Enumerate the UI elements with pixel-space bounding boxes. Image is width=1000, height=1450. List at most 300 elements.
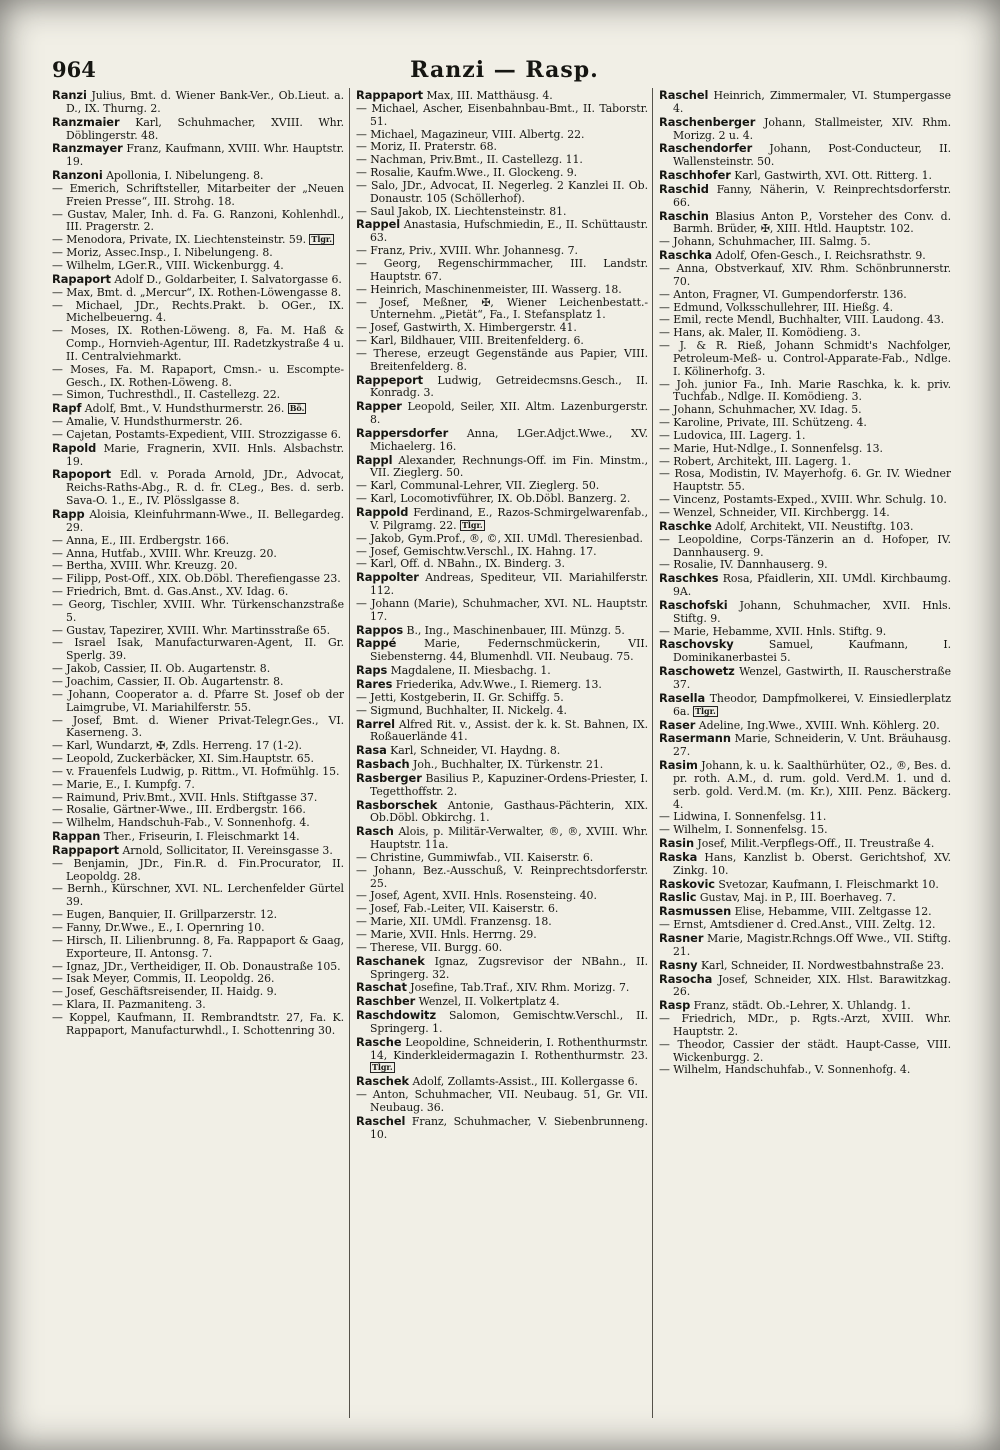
entry-details: — Karl, Bildhauer, VIII. Breitenfelderg. 6. (356, 334, 584, 348)
entry-details: — Marie, Hut-Ndlge., I. Sonnenfelsg. 13. (659, 441, 883, 455)
directory-entry (52, 468, 344, 508)
entry-details: Johann, Post-Conducteur, II. Wallensteinstr. 50. (673, 142, 951, 169)
badge-mark: Bö. (289, 403, 305, 414)
directory-entry (52, 442, 344, 469)
directory-entry (52, 325, 344, 364)
entry-surname: Raschke (659, 518, 712, 533)
column-divider (652, 88, 653, 1418)
entry-details: — Edmund, Volksschullehrer, III. Hießg. 4. (659, 300, 894, 314)
directory-entry (659, 732, 951, 759)
entry-surname: Rappaport (52, 842, 120, 857)
entry-details: — Israel Isak, Manufacturwaren-Agent, II. Gr. Sperlg. 39. (52, 636, 344, 663)
directory-entry (659, 719, 951, 733)
entry-surname: Rapf (52, 401, 82, 416)
entry-surname: Raschat (356, 980, 407, 995)
entry-surname: Rasner (659, 931, 704, 945)
entry-details: Leopold, Seiler, XII. Altm. Lazenburgerstr. 8. (370, 400, 648, 427)
entry-details: — Friedrich, Bmt. d. Gas.Anst., XV. Idag. 6. (52, 585, 289, 599)
directory-entry (659, 263, 951, 289)
entry-surname: Rasocha (659, 971, 713, 986)
directory-entry (659, 183, 951, 210)
entry-details: Johann, Schuhmacher, XVII. Hnls. Stiftg. 9. (673, 598, 951, 625)
directory-entry (356, 258, 648, 284)
entry-details: — Josef, Gemischtw.Verschl., IX. Hahng. 17. (356, 544, 597, 558)
directory-entry (52, 1012, 344, 1038)
entry-details: — Robert, Architekt, III. Lagerg. 1. (659, 454, 852, 468)
entry-surname: Rappold (356, 505, 409, 519)
entry-details: Fanny, Näherin, V. Reinprechtsdorferstr. 66. (673, 182, 951, 209)
entry-details: — Jetti, Kostgeberin, II. Gr. Schiffg. 5. (356, 690, 564, 704)
entry-details: — Rosalie, Kaufm.Wwe., II. Glockeng. 9. (356, 166, 578, 180)
entry-surname: Rasin (659, 836, 695, 851)
entry-details: Karl, Gastwirth, XVI. Ott. Ritterg. 1. (730, 169, 932, 183)
entry-surname: Raskovic (659, 876, 716, 891)
entry-details: Rosa, Pfaidlerin, XII. UMdl. Kirchbaumg. 9A. (673, 572, 951, 599)
directory-entry (356, 678, 648, 692)
entry-surname: Rarrel (356, 716, 396, 731)
entry-surname: Raschel (356, 1113, 406, 1128)
entry-details: — Lidwina, I. Sonnenfelsg. 11. (659, 810, 827, 824)
directory-entry (356, 89, 648, 103)
directory-entry (52, 209, 344, 235)
directory-entry (659, 824, 951, 837)
entry-details: — Karoline, Private, III. Schützeng. 4. (659, 416, 867, 430)
entry-surname: Raschofski (659, 597, 728, 612)
entry-surname: Raschka (659, 248, 713, 263)
entry-details: — Moriz, II. Praterstr. 68. (356, 140, 497, 154)
directory-entry (659, 249, 951, 263)
directory-entry (356, 1009, 648, 1036)
entry-details: — Gustav, Maler, Inh. d. Fa. G. Ranzoni, Kohlenhdl., III. Pragerstr. 2. (52, 207, 344, 234)
entry-details: — Koppel, Kaufmann, II. Rembrandtstr. 27, Fa. K. Rappaport, Manufacturwhdl., I. Schottenring 30. (52, 1010, 344, 1037)
badge-mark: Tlgr. (311, 234, 333, 245)
entry-details: — Emil, recte Mendl, Buchhalter, VIII. Laudong. 43. (659, 313, 945, 327)
entry-details: Marie, Fragnerin, XVII. Hnls. Alsbachstr. 19. (66, 441, 344, 468)
entry-details: — Anton, Schuhmacher, VII. Neubaug. 51, Gr. VII. Neubaug. 36. (356, 1088, 648, 1114)
entry-details: Elise, Hebamme, VIII. Zeltgasse 12. (731, 905, 932, 919)
directory-entry (52, 169, 344, 183)
directory-entry (356, 799, 648, 826)
directory-entry (52, 508, 344, 535)
entry-surname: Rasny (659, 957, 698, 972)
entry-surname: Rapper (356, 399, 402, 414)
entry-details: — Hans, ak. Maler, II. Komödieng. 3. (659, 326, 861, 340)
directory-entry (659, 468, 951, 494)
entry-details: Adolf, Architekt, VII. Neustiftg. 103. (711, 519, 914, 533)
directory-entry (659, 379, 951, 405)
entry-details: — Raimund, Priv.Bmt., XVII. Hnls. Stiftgasse 37. (52, 790, 318, 804)
entry-details: Adolf, Zollamts-Assist., III. Kollergasse 6. (409, 1075, 638, 1089)
entry-details: — Michael, Magazineur, VIII. Albertg. 22. (356, 127, 585, 141)
directory-entry (659, 534, 951, 560)
badge-mark: Tlgr. (462, 519, 483, 530)
entry-details: — Salo, JDr., Advocat, II. Negerleg. 2 Kanzlei II. Ob. Donaustr. 105 (Schöllerhof). (356, 178, 648, 205)
directory-entry (356, 1115, 648, 1142)
entry-details: — Cajetan, Postamts-Expedient, VIII. Strozzigasse 6. (52, 427, 341, 441)
directory-entry (356, 981, 648, 995)
entry-details: — Ernst, Amtsdiener d. Cred.Anst., VIII. Zeltg. 12. (659, 918, 936, 932)
entry-surname: Rasella (659, 690, 706, 705)
entry-details: — Isak Meyer, Commis, II. Leopoldg. 26. (52, 972, 275, 986)
entry-surname: Rapold (52, 440, 97, 455)
directory-entry (356, 454, 648, 481)
page-header (52, 55, 957, 85)
directory-entry (659, 973, 951, 1000)
entry-surname: Raschek (356, 1074, 410, 1089)
entry-surname: Raschendorfer (659, 141, 753, 156)
directory-entry (356, 718, 648, 745)
directory-entry (356, 218, 648, 245)
entry-surname: Rasermann (659, 731, 731, 746)
column-1 (52, 89, 344, 1419)
directory-entry (356, 1089, 648, 1115)
entry-details: — Franz, Priv., XVIII. Whr. Johannesg. 7. (356, 244, 578, 258)
directory-entry (659, 759, 951, 811)
entry-surname: Raska (659, 849, 698, 864)
directory-entry (356, 825, 648, 852)
entry-details: Karl, Schneider, VI. Haydng. 8. (386, 744, 561, 758)
entry-details: — Sigmund, Buchhalter, II. Nickelg. 4. (356, 703, 567, 717)
entry-details: Salomon, Gemischtw.Verschl., II. Springerg. 1. (370, 1009, 648, 1035)
entry-surname: Raschid (659, 181, 709, 196)
entry-details: — Karl, Communal-Lehrer, VII. Zieglerg. 50. (356, 479, 600, 493)
entry-details: Adolf, Ofen-Gesch., I. Reichsrathstr. 9. (712, 249, 926, 263)
entry-details: — Wenzel, Schneider, VII. Kirchbergg. 14. (659, 506, 890, 519)
entry-details: — Benjamin, JDr., Fin.R. d. Fin.Procurator, II. Leopoldg. 28. (52, 856, 344, 883)
entry-surname: Rasp (659, 998, 691, 1013)
entry-details: — v. Frauenfels Ludwig, p. Rittm., VI. Hofmühlg. 15. (52, 764, 340, 778)
entry-details: Adeline, Ing.Wwe., XVIII. Wnh. Köhlerg. 20. (695, 718, 940, 732)
directory-entry (356, 744, 648, 758)
entry-details: — Anton, Fragner, VI. Gumpendorferstr. 136. (659, 287, 907, 301)
directory-entry (52, 689, 344, 715)
entry-details: — Christine, Gummiwfab., VII. Kaiserstr. 6. (356, 850, 594, 864)
entry-details: — Max, Bmt. d. „Mercur“, IX. Rothen-Löwengasse 8. (52, 285, 342, 299)
directory-entry (659, 999, 951, 1013)
entry-surname: Raschanek (356, 953, 425, 968)
entry-details: Anna, LGer.Adjct.Wwe., XV. Michaelerg. 16. (370, 426, 648, 453)
entry-details: — Wilhelm, I. Sonnenfelsg. 15. (659, 823, 828, 837)
directory-entry (52, 844, 344, 858)
directory-entry (356, 995, 648, 1009)
entry-details: — Hirsch, II. Lilienbrunng. 8, Fa. Rappaport & Gaag, Exporteure, II. Antonsg. 7. (52, 933, 344, 960)
directory-entry (52, 89, 344, 116)
badge-mark: Tlgr. (372, 1062, 393, 1073)
directory-entry (659, 692, 951, 719)
entry-details: Ludwig, Getreidecmsns.Gesch., II. Konradg. 3. (370, 373, 648, 400)
entry-surname: Rares (356, 676, 393, 691)
entry-surname: Ranzmayer (52, 141, 123, 156)
entry-details: Samuel, Kaufmann, I. Dominikanerbastei 5. (673, 638, 951, 665)
entry-details: — Johann (Marie), Schuhmacher, XVI. NL. Hauptstr. 17. (356, 596, 648, 623)
entry-details: — Heinrich, Maschinenmeister, III. Wasserg. 18. (356, 282, 622, 296)
entry-surname: Rappel (356, 217, 401, 232)
entry-surname: Rasberger (356, 770, 422, 785)
entry-details: — Karl, Locomotivführer, IX. Ob.Döbl. Banzerg. 2. (356, 492, 631, 506)
entry-surname: Raschin (659, 208, 709, 223)
entry-details: — Marie, XII. UMdl. Franzensg. 18. (356, 915, 552, 929)
entry-details: Basilius P., Kapuziner-Ordens-Priester, I. Tegetthoffstr. 2. (370, 771, 648, 798)
directory-entry (356, 374, 648, 401)
directory-entry (659, 1013, 951, 1039)
entry-details: Alfred Rit. v., Assist. der k. k. St. Bahnen, IX. Roßauerlände 41. (370, 717, 648, 744)
directory-entry (659, 665, 951, 692)
directory-entry (356, 180, 648, 206)
entry-details: Josef, Schneider, XIX. Hlst. Barawitzkag. 26. (673, 972, 951, 999)
directory-entry (659, 959, 951, 973)
directory-entry (356, 297, 648, 323)
directory-entry (52, 300, 344, 326)
directory-entry (52, 389, 344, 402)
entry-details: — Karl, Off. d. NBahn., IX. Binderg. 3. (356, 557, 565, 571)
entry-details: Magdalene, II. Miesbachg. 1. (387, 664, 551, 678)
entry-details: Ignaz, Zugsrevisor der NBahn., II. Springerg. 32. (370, 954, 648, 981)
entry-details: Apollonia, I. Nibelungeng. 8. (102, 169, 264, 183)
entry-details: — Simon, Tuchresthdl., II. Castellezg. 22. (52, 388, 281, 402)
entry-details: — Anna, E., III. Erdbergstr. 166. (52, 533, 230, 547)
entry-surname: Rappé (356, 636, 397, 651)
directory-entry (52, 142, 344, 169)
directory-entry (356, 637, 648, 664)
entry-details: — Gustav, Tapezirer, XVIII. Whr. Martinsstraße 65. (52, 623, 331, 637)
entry-details: Theodor, Dampfmolkerei, V. Einsiedlerplatz 6a. (673, 691, 951, 718)
entry-details: — Fanny, Dr.Wwe., E., I. Opernring 10. (52, 921, 265, 934)
entry-details: — Georg, Regenschirmmacher, III. Landstr. Hauptstr. 67. (356, 256, 648, 283)
entry-surname: Ranzmaier (52, 114, 120, 129)
directory-entry (52, 273, 344, 287)
entry-details: Blasius Anton P., Vorsteher des Conv. d. Barmh. Brüder, ✠, XIII. Htld. Hauptstr. 102. (673, 209, 951, 236)
entry-surname: Rasmussen (659, 904, 732, 919)
entry-details: Arnold, Sollicitator, II. Vereinsgasse 3. (119, 843, 333, 857)
directory-entry (356, 506, 648, 533)
entry-details: Josef, Milit.-Verpflegs-Off., II. Treustraße 4. (694, 837, 935, 851)
entry-details: Heinrich, Zimmermaler, VI. Stumpergasse 4. (673, 89, 951, 115)
entry-surname: Raschel (659, 89, 709, 102)
entry-details: Antonie, Gasthaus-Pächterin, XIX. Ob.Döbl. Obkirchg. 1. (370, 798, 648, 825)
entry-details: Marie, Magistr.Rchngs.Off Wwe., VII. Stiftg. 21. (673, 932, 951, 958)
entry-surname: Rasim (659, 758, 698, 773)
entry-details: Adolf, Bmt., V. Hundsthurmerstr. 26. (81, 402, 285, 416)
entry-details: Max, III. Matthäusg. 4. (423, 89, 553, 102)
directory-entry (659, 638, 951, 665)
entry-details: — Menodora, Private, IX. Liechtensteinstr. 59. (52, 233, 306, 247)
entry-details: — Moriz, Assec.Insp., I. Nibelungeng. 8. (52, 246, 273, 260)
entry-surname: Rappl (356, 452, 393, 467)
entry-details: — Marie, E., I. Kumpfg. 7. (52, 777, 195, 791)
entry-surname: Raps (356, 663, 388, 678)
entry-details: — Therese, VII. Burgg. 60. (356, 940, 503, 954)
directory-entry (659, 116, 951, 143)
directory-entry (356, 598, 648, 624)
entry-details: Johann, k. u. k. Saalthürhüter, O2., ®, Bes. d. pr. roth. A.M., d. rum. gold. Verd.M. 1. und d. serb. gold. Verd.M. (m. Kr.), XIII. Penz. Bäckerg. 4. (673, 759, 951, 811)
directory-entry (52, 715, 344, 741)
entry-details: Alexander, Rechnungs-Off. im Fin. Minstm., VII. Zieglerg. 50. (370, 453, 648, 480)
entry-details: — Ludovica, III. Lagerg. 1. (659, 428, 806, 442)
entry-details: Ther., Friseurin, I. Fleischmarkt 14. (100, 830, 300, 844)
directory-entry (659, 210, 951, 237)
entry-surname: Rasbach (356, 757, 410, 772)
entry-details: — Theodor, Cassier der städt. Haupt-Casse, VIII. Wickenburgg. 2. (659, 1037, 951, 1064)
entry-details: — Johann, Schuhmacher, XV. Idag. 5. (659, 403, 862, 417)
directory-entry (659, 340, 951, 379)
entry-surname: Rappolter (356, 570, 419, 585)
directory-entry (659, 905, 951, 919)
entry-details: — Bertha, XVIII. Whr. Kreuzg. 20. (52, 559, 238, 573)
entry-surname: Rapp (52, 507, 85, 521)
entry-details: — Therese, erzeugt Gegenstände aus Papier, VIII. Breitenfelderg. 8. (356, 346, 648, 373)
entry-details: Leopoldine, Schneiderin, I. Rothenthurmstr. 14, Kinderkleidermagazin I. Rothenthurmstr. 23. (370, 1035, 648, 1062)
entry-surname: Raschenberger (659, 114, 756, 129)
entry-details: — Saul Jakob, IX. Liechtensteinstr. 81. (356, 204, 567, 218)
entry-details: — Johann, Cooperator a. d. Pfarre St. Josef ob der Laimgrube, VI. Mariahilferstr. 55. (52, 687, 344, 714)
entry-details: — Jakob, Gym.Prof., ®, ©, XII. UMdl. Theresienbad. (356, 531, 643, 545)
entry-details: — Michael, JDr., Rechts.Prakt. b. OGer., IX. Michelbeuerng. 4. (52, 298, 344, 325)
directory-entry (659, 878, 951, 892)
entry-details: Julius, Bmt. d. Wiener Bank-Ver., Ob.Lieut. a. D., IX. Thurng. 2. (66, 89, 344, 115)
entry-details: Josefine, Tab.Traf., XIV. Rhm. Morizg. 7. (406, 981, 630, 995)
directory-entry (356, 664, 648, 678)
entry-details: — Bernh., Kürschner, XVI. NL. Lerchenfelder Gürtel 39. (52, 882, 344, 909)
directory-entry (52, 858, 344, 884)
entry-details: Aloisia, Kleinfuhrmann-Wwe., II. Bellegardeg. 29. (66, 508, 344, 534)
entry-details: — Anna, Obstverkauf, XIV. Rhm. Schönbrunnerstr. 70. (659, 261, 951, 288)
entry-surname: Rappan (52, 829, 101, 844)
entry-details: — Anna, Hutfab., XVIII. Whr. Kreuzg. 20. (52, 546, 277, 560)
entry-details: — Rosalie, Gärtner-Wwe., III. Erdbergstr. 166. (52, 803, 306, 817)
badge-mark: Tlgr. (695, 705, 716, 716)
directory-entry (659, 572, 951, 599)
entry-surname: Raschovsky (659, 637, 734, 652)
directory-entry (659, 851, 951, 878)
entry-details: — Wilhelm, Handschuhfab., V. Sonnenhofg. 4. (659, 1063, 911, 1077)
entry-surname: Raschhofer (659, 168, 731, 183)
column-divider (349, 88, 350, 1418)
directory-entry (356, 1036, 648, 1076)
entry-details: — Wilhelm, Handschuh-Fab., V. Sonnenhofg. 4. (52, 816, 310, 830)
entry-details: — J. & R. Rieß, Johann Schmidt's Nachfolger, Petroleum-Meß- u. Control-Apparate-Fab., Ndlge. I. Kölinerhofg. 3. (659, 339, 951, 378)
entry-surname: Rapaport (52, 271, 111, 286)
entry-surname: Ranzi (52, 89, 87, 102)
entry-surname: Rasch (356, 824, 394, 839)
entry-details: Franz, Kaufmann, XVIII. Whr. Hauptstr. 19. (66, 142, 344, 169)
entry-details: Wenzel, II. Volkertplatz 4. (415, 995, 560, 1009)
entry-details: — Eugen, Banquier, II. Grillparzerstr. 12. (52, 908, 278, 922)
directory-entry (356, 705, 648, 718)
entry-surname: Raslic (659, 890, 697, 905)
entry-surname: Rappersdorfer (356, 425, 449, 440)
entry-details: Svetozar, Kaufmann, I. Fleischmarkt 10. (715, 877, 939, 891)
entry-details: — Josef, Meßner, ✠, Wiener Leichenbestatt.-Unternehm. „Pietät“, Fa., I. Stefansplatz 1. (356, 295, 648, 322)
directory-entry (356, 772, 648, 799)
entry-details: Joh., Buchhalter, IX. Türkenstr. 21. (409, 758, 604, 772)
directory-entry (659, 1039, 951, 1065)
entry-surname: Raser (659, 717, 696, 732)
entry-surname: Raschkes (659, 571, 719, 586)
entry-details: Andreas, Spediteur, VII. Mariahilferstr. 112. (370, 571, 648, 598)
entry-surname: Raschdowitz (356, 1008, 437, 1023)
entry-details: — Filipp, Post-Off., XIX. Ob.Döbl. Therefiengasse 23. (52, 572, 341, 586)
column-3 (659, 89, 951, 1419)
entry-surname: Rappos (356, 622, 404, 637)
directory-entry (356, 758, 648, 772)
entry-surname: Ranzoni (52, 168, 103, 183)
entry-details: — Wilhelm, LGer.R., VIII. Wickenburgg. 4. (52, 258, 284, 272)
entry-details: Hans, Kanzlist b. Oberst. Gerichtshof, XV. Zinkg. 10. (673, 850, 951, 877)
entry-details: — Emerich, Schriftsteller, Mitarbeiter der „Neuen Freien Presse“, III. Strohg. 18. (52, 181, 344, 208)
entry-details: — Joh. junior Fa., Inh. Marie Raschka, k. k. priv. Tuchfab., Ndlge. II. Komödieng. 3. (659, 377, 951, 404)
directory-entry (659, 142, 951, 169)
entry-details: Karl, Schuhmacher, XVIII. Whr. Döblingerstr. 48. (66, 115, 344, 142)
entry-details: — Johann, Bez.-Ausschuß, V. Reinprechtsdorferstr. 25. (356, 863, 648, 890)
directory-entry (52, 364, 344, 390)
entry-details: — Leopoldine, Corps-Tänzerin an d. Hofoper, IV. Dannhauserg. 9. (659, 532, 951, 559)
entry-details: — Friedrich, MDr., p. Rgts.-Arzt, XVIII. Whr. Hauptstr. 2. (659, 1012, 951, 1038)
entry-details: — Moses, Fa. M. Rapaport, Cmsn.- u. Escompte-Gesch., IX. Rothen-Löweng. 8. (52, 362, 344, 389)
entry-details: — Johann, Schuhmacher, III. Salmg. 5. (659, 235, 871, 249)
entry-details: — Josef, Fab.-Leiter, VII. Kaiserstr. 6. (356, 902, 559, 916)
entry-surname: Rasche (356, 1034, 402, 1049)
directory-entry (356, 955, 648, 982)
entry-details: Wenzel, Gastwirth, II. Rauscherstraße 37. (673, 665, 951, 691)
directory-entry (356, 348, 648, 374)
entry-details: — Karl, Wundarzt, ✠, Zdls. Herreng. 17 (1-2). (52, 739, 302, 753)
directory-entry (52, 183, 344, 209)
directory-entry (659, 169, 951, 183)
entry-details: — Georg, Tischler, XVIII. Whr. Türkenschanzstraße 5. (52, 597, 344, 624)
directory-entry (356, 571, 648, 598)
directory-entry (52, 402, 344, 416)
entry-surname: Raschowetz (659, 664, 735, 679)
entry-surname: Rasborschek (356, 797, 438, 812)
entry-details: — Nachman, Priv.Bmt., II. Castellezg. 11. (356, 153, 583, 167)
entry-details: Alois, p. Militär-Verwalter, ®, ®, XVIII. Whr. Hauptstr. 11a. (370, 825, 648, 852)
directory-entry (356, 427, 648, 454)
entry-details: B., Ing., Maschinenbauer, III. Münzg. 5. (403, 623, 625, 637)
entry-details: — Rosa, Modistin, IV. Mayerhofg. 6. Gr. IV. Wiedner Hauptstr. 55. (659, 467, 951, 494)
entry-details: — Joachim, Cassier, II. Ob. Augartenstr. 8. (52, 674, 284, 688)
page-number: 964 (52, 57, 96, 82)
entry-details: — Jakob, Cassier, II. Ob. Augartenstr. 8. (52, 662, 271, 676)
directory-entry (356, 1075, 648, 1089)
running-head: Ranzi — Rasp. (410, 57, 599, 83)
entry-details: Johann, Stallmeister, XIV. Rhm. Morizg. 2 u. 4. (673, 115, 951, 142)
entry-surname: Rappeport (356, 372, 424, 387)
directory-entry (52, 116, 344, 143)
directory-entry (659, 520, 951, 534)
entry-details: — Josef, Geschäftsreisender, II. Haidg. 9. (52, 985, 277, 999)
directory-entry (659, 837, 951, 851)
entry-details: — Klara, II. Pazmaniteng. 3. (52, 998, 206, 1012)
directory-entry (356, 400, 648, 427)
entry-details: — Josef, Agent, XVII. Hnls. Rosensteing. 40. (356, 889, 597, 903)
entry-details: — Marie, Hebamme, XVII. Hnls. Stiftg. 9. (659, 624, 887, 638)
directory-entry (52, 599, 344, 625)
entry-details: Anastasia, Hufschmiedin, E., II. Schüttaustr. 63. (370, 218, 648, 245)
entry-details: Edl. v. Porada Arnold, JDr., Advocat, Reichs-Raths-Abg., R. d. fr. CLeg., Bes. d. serb. Sava-O. 1., E., IV. Plösslgasse 8. (66, 468, 344, 508)
entry-details: — Leopold, Zuckerbäcker, XI. Sim.Hauptstr. 65. (52, 752, 314, 766)
entry-details: Marie, Federnschmückerin, VII. Siebensterng. 44, Blumenhdl. VII. Neubaug. 75. (370, 637, 648, 664)
entry-details: — Moses, IX. Rothen-Löweng. 8, Fa. M. Haß & Comp., Hornvieh-Agentur, III. Radetzkystraße 4 u. II. Centralviehmarkt. (52, 324, 344, 363)
directory-entry (659, 599, 951, 626)
entry-details: Gustav, Maj. in P., III. Boerhaveg. 7. (696, 891, 896, 905)
entry-details: — Josef, Gastwirth, X. Himbergerstr. 41. (356, 321, 577, 335)
directory-entry (52, 830, 344, 844)
entry-details: Karl, Schneider, II. Nordwestbahnstraße 23. (697, 958, 945, 972)
directory-entry (659, 932, 951, 959)
entry-details: — Amalie, V. Hundsthurmerstr. 26. (52, 415, 243, 429)
directory-entry (356, 103, 648, 129)
directory-entry (52, 935, 344, 961)
